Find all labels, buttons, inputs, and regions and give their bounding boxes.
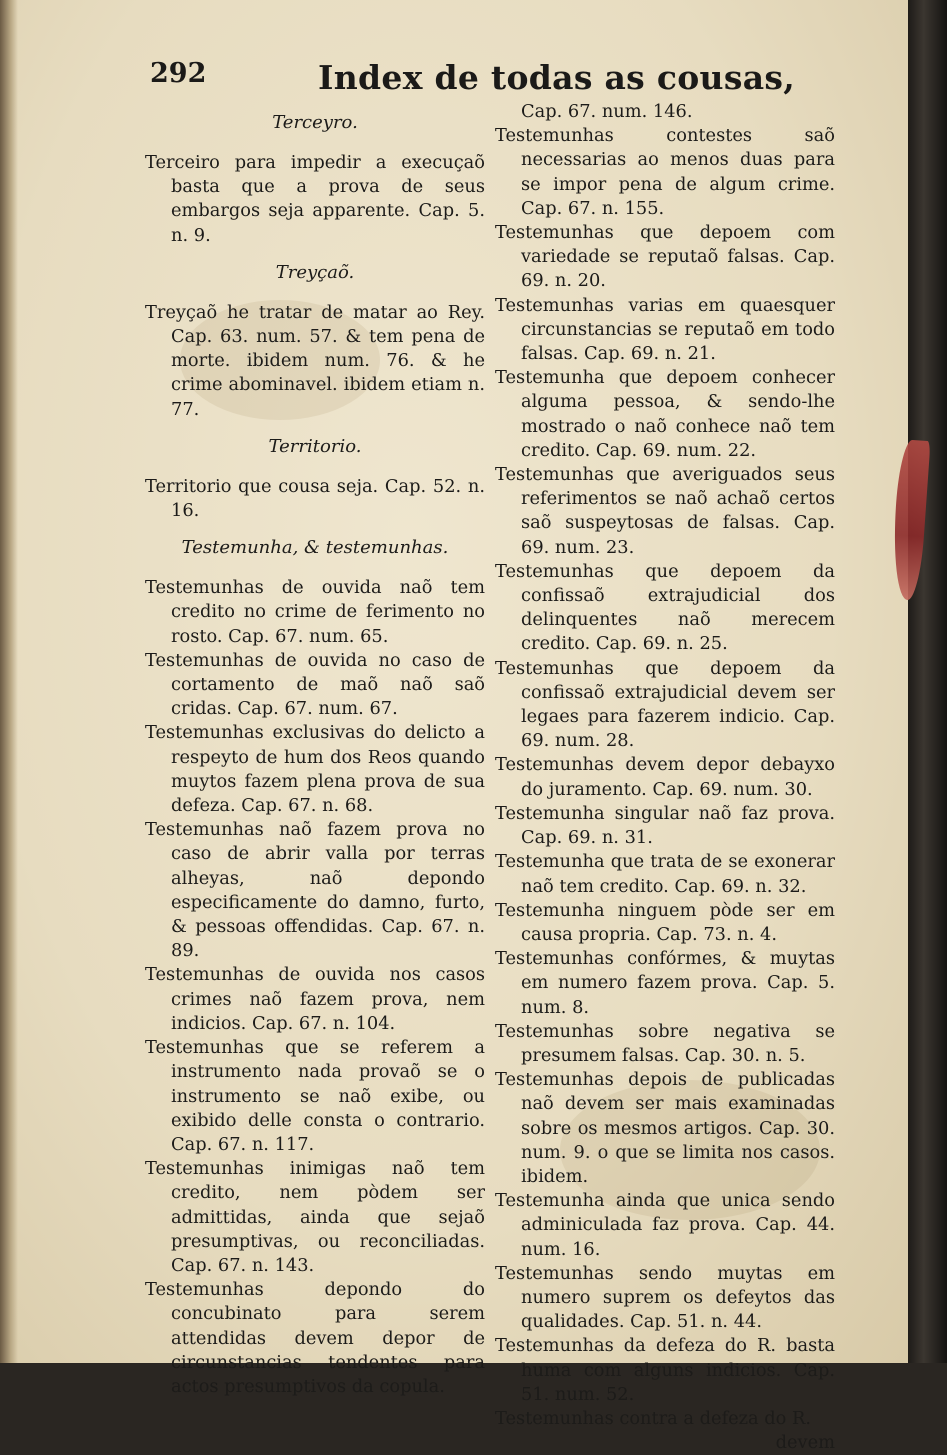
left-column bbox=[145, 100, 485, 1399]
index-entry: Testemunhas exclusivas do delicto a respeyto de hum dos Reos quando muytos fazem plena prova de sua defeza. Cap. 67. n. 68. bbox=[145, 722, 485, 817]
index-entry: Testemunhas confórmes, & muytas em numero fazem prova. Cap. 5. num. 8. bbox=[495, 948, 835, 1018]
book-edge bbox=[908, 0, 947, 1363]
index-entry: Testemunhas naõ fazem prova no caso de abrir valla por terras alheyas, naõ depondo especificamente do damno, furto, & pessoas offendidas. Cap. 67. n. 89. bbox=[145, 819, 485, 962]
section-heading: Testemunha, & testemunhas. bbox=[181, 537, 449, 559]
index-entry: Testemunhas que se referem a instrumento nada provaõ se o instrumento se naõ exibe, ou exibido delle consta o contrario. Cap. 67. n. 117. bbox=[145, 1037, 485, 1155]
index-entry: Testemunha que trata de se exonerar naõ tem credito. Cap. 69. n. 32. bbox=[495, 851, 835, 897]
index-entry: Testemunhas de ouvida no caso de cortamento de maõ naõ saõ cridas. Cap. 67. num. 67. bbox=[145, 649, 485, 720]
index-entry: Testemunhas varias em quaesquer circunstancias se reputaõ em todo falsas. Cap. 69. n. 21. bbox=[495, 294, 835, 365]
catchword: devem bbox=[775, 1432, 835, 1454]
index-entry: Testemunha singular naõ faz prova. Cap. 69. n. 31. bbox=[495, 802, 835, 849]
index-entry: Testemunhas depondo do concubinato para serem attendidas devem depor de circunstancias tendentes para actos presumptivos da copula. bbox=[145, 1279, 485, 1397]
page-gutter-shadow bbox=[0, 0, 18, 1363]
section-heading: Terceyro. bbox=[272, 112, 358, 133]
index-entry: Testemunhas contestes saõ necessarias ao menos duas para se impor pena de algum crime. Cap. 67. n. 155. bbox=[495, 125, 835, 219]
page-number: 292 bbox=[150, 58, 207, 89]
index-entry: Testemunha ainda que unica sendo adminiculada faz prova. Cap. 44. num. 16. bbox=[495, 1190, 835, 1260]
running-title: Index de todas as cousas, bbox=[318, 58, 796, 97]
index-entry: Testemunhas inimigas naõ tem credito, nem pòdem ser admittidas, ainda que sejaõ presumptivas, ou reconciliadas. Cap. 67. n. 143. bbox=[145, 1158, 485, 1276]
index-entry: Testemunhas de ouvida nos casos crimes naõ fazem prova, nem indicios. Cap. 67. n. 104. bbox=[145, 964, 485, 1034]
index-entry: Testemunhas contra a defeza do R. bbox=[495, 1407, 812, 1429]
index-entry: Testemunhas que depoem da confissaõ extrajudicial devem ser legaes para fazerem indicio. Cap. 69. num. 28. bbox=[495, 657, 835, 752]
index-entry: Testemunhas que depoem com variedade se reputaõ falsas. Cap. 69. n. 20. bbox=[495, 222, 835, 292]
section-heading: Territorio. bbox=[268, 435, 362, 457]
index-entry: Testemunhas devem depor debayxo do juramento. Cap. 69. num. 30. bbox=[495, 754, 835, 800]
index-entry: Testemunhas de ouvida naõ tem credito no crime de ferimento no rosto. Cap. 67. num. 65. bbox=[145, 577, 485, 647]
index-entry: Treyçaõ he tratar de matar ao Rey. Cap. 63. num. 57. & tem pena de morte. ibidem num. 76. & he crime abominavel. ibidem etiam n. 77. bbox=[145, 301, 485, 420]
index-entry: Testemunha ninguem pòde ser em causa propria. Cap. 73. n. 4. bbox=[495, 899, 835, 945]
index-entry: Terceiro para impedir a execuçaõ basta que a prova de seus embargos seja apparente. Cap. 5. n. 9. bbox=[145, 152, 485, 246]
entry-continuation: Cap. 67. num. 146. bbox=[521, 101, 693, 122]
index-entry: Testemunhas sendo muytas em numero suprem os defeytos das qualidades. Cap. 51. n. 44. bbox=[495, 1262, 835, 1333]
right-column bbox=[495, 100, 835, 1455]
section-heading: Treyçaõ. bbox=[275, 261, 355, 283]
index-entry: Testemunhas que averiguados seus referimentos se naõ achaõ certos saõ suspeytosas de falsas. Cap. 69. num. 23. bbox=[495, 464, 835, 558]
index-entry: Testemunhas da defeza do R. basta huma com alguns indicios. Cap. 51. num. 52. bbox=[495, 1335, 835, 1405]
index-entry: Testemunhas sobre negativa se presumem falsas. Cap. 30. n. 5. bbox=[495, 1020, 835, 1066]
index-entry: Testemunha que depoem conhecer alguma pessoa, & sendo-lhe mostrado o naõ conhece naõ tem credito. Cap. 69. num. 22. bbox=[495, 367, 835, 461]
index-entry: Testemunhas que depoem da confissaõ extrajudicial dos delinquentes naõ merecem credito. Cap. 69. n. 25. bbox=[495, 560, 835, 655]
index-entry: Testemunhas depois de publicadas naõ devem ser mais examinadas sobre os mesmos artigos. Cap. 30. num. 9. o que se limita nos casos. ibidem. bbox=[495, 1069, 835, 1187]
index-entry: Territorio que cousa seja. Cap. 52. n. 16. bbox=[145, 475, 485, 522]
